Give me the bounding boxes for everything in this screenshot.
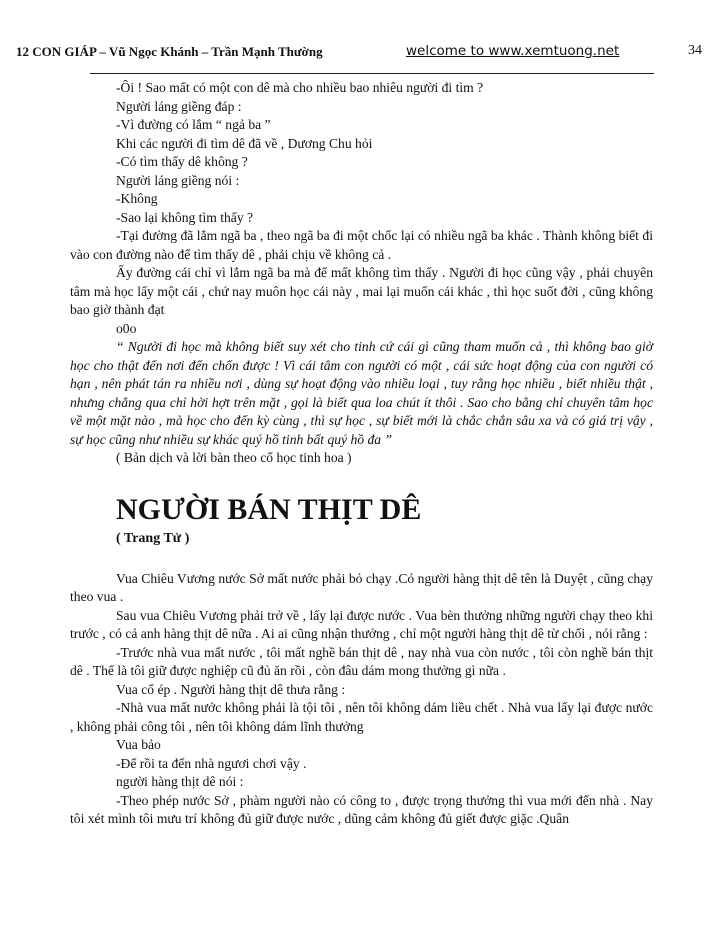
page-number: 34 xyxy=(688,43,702,58)
dialogue-line: Người láng giềng nói : xyxy=(116,172,240,188)
dialogue-line: -Vì đường có lắm “ ngả ba ” xyxy=(116,117,271,132)
page-header xyxy=(0,0,723,70)
dialogue-line: -Sao lại không tìm thấy ? xyxy=(116,209,254,225)
spacer xyxy=(70,548,653,570)
dialogue-line: -Không xyxy=(116,191,158,206)
paragraph: -Tại đường đã lắm ngã ba , theo ngã ba đi một chốc lại có nhiều ngã ba khác . Thành không biết đi vào con đường nào để tìm thấy dê , phải chịu về không cả . xyxy=(70,228,653,262)
dialogue-line: -Để rồi ta đến nhà ngươi chơi vậy . xyxy=(116,755,307,771)
paragraph: Sau vua Chiêu Vương phải trở về , lấy lại được nước . Vua bèn thưởng những người chạy theo khi trước , có cả anh hàng thịt dê nữa . Ai ai cũng nhận thưởng , chỉ một người hàng thịt dê từ chối , nói rằng : xyxy=(70,607,653,641)
dialogue-line: Khi các người đi tìm dê đã về , Dương Chu hỏi xyxy=(116,135,373,151)
paragraph: -Nhà vua mất nước không phải là tội tôi , nên tôi không dám liều chết . Nhà vua lấy lại được nước , không phải công tôi , nên tôi không dám lĩnh thưởng xyxy=(70,700,653,734)
paragraph: Ấy đường cái chỉ vì lắm ngã ba mà để mất không tìm thấy . Người đi học cũng vậy , phải chuyên tâm mà học lấy một cái , chứ nay muôn học cái này , mai lại muốn cái khác , thì học suốt đời , cũng không bao giờ thành đạt xyxy=(70,265,653,317)
commentary-quote: “ Người đi học mà không biết suy xét cho tinh cứ cái gì cũng tham muốn cả , thì không bao giờ học cho thật đến nơi đến chốn được ! Vì cái tâm con người có một , cái sức hoạt động của con người có hạn , nên phát tán ra nhiều nơi , dùng sự hoạt động vào nhiều loại , tuy rằng học nhiều , biết nhiều thật , nhưng chẳng qua chỉ hời hợt trên mặt , gọi là biết qua loa chút ít thôi . Sao cho bằng chỉ chuyên tâm học về một mặt nào , mà học cho đến kỳ cùng , thì sự học , sự biết mới là chắc chắn sâu xa và có giá trị vậy , sự học cũng như nhiều sự khác quý hồ tinh bất quý hồ đa ” xyxy=(70,339,653,447)
separator-text: o0o xyxy=(116,320,137,336)
dialogue-line: -Ôi ! Sao mất có một con dê mà cho nhiều bao nhiêu người đi tìm ? xyxy=(116,80,484,95)
story-author: ( Trang Tử ) xyxy=(116,530,190,546)
book-title-header: 12 CON GIÁP – Vũ Ngọc Khánh – Trần Mạnh Thường xyxy=(16,44,323,59)
dialogue-line: Vua cố ép . Người hàng thịt dê thưa rằng : xyxy=(116,681,346,697)
website-link[interactable]: welcome to www.xemtuong.net xyxy=(406,43,620,59)
dialogue-line: Người láng giềng đáp : xyxy=(116,98,242,114)
story-title: NGƯỜI BÁN THỊT DÊ xyxy=(116,492,422,526)
paragraph: -Trước nhà vua mất nước , tôi mất nghề bán thịt dê , nay nhà vua còn nước , tôi còn nghề bán thịt dê . Thế là tôi giữ được nghiệp cũ đủ ăn rồi , còn đâu dám mong thưởng gì nữa . xyxy=(70,644,653,678)
page-body xyxy=(70,79,653,829)
source-note: ( Bản dịch và lời bàn theo cổ học tinh hoa ) xyxy=(116,450,352,465)
paragraph: -Theo phép nước Sở , phàm người nào có công to , được trọng thưởng thì vua mới đến nhà . Nay tôi xét mình tôi mưu trí không đủ giữ được nước , dũng cảm không đủ giết được giặc .Quân xyxy=(70,792,653,826)
paragraph: Vua Chiêu Vương nước Sở mất nước phải bỏ chạy .Có người hàng thịt dê tên là Duyệt , cũng chạy theo vua . xyxy=(70,570,653,604)
dialogue-line: -Có tìm thấy dê không ? xyxy=(116,154,248,169)
header-rule xyxy=(90,73,654,74)
dialogue-line: Vua bảo xyxy=(116,737,161,752)
dialogue-line: người hàng thịt dê nói : xyxy=(116,774,244,789)
